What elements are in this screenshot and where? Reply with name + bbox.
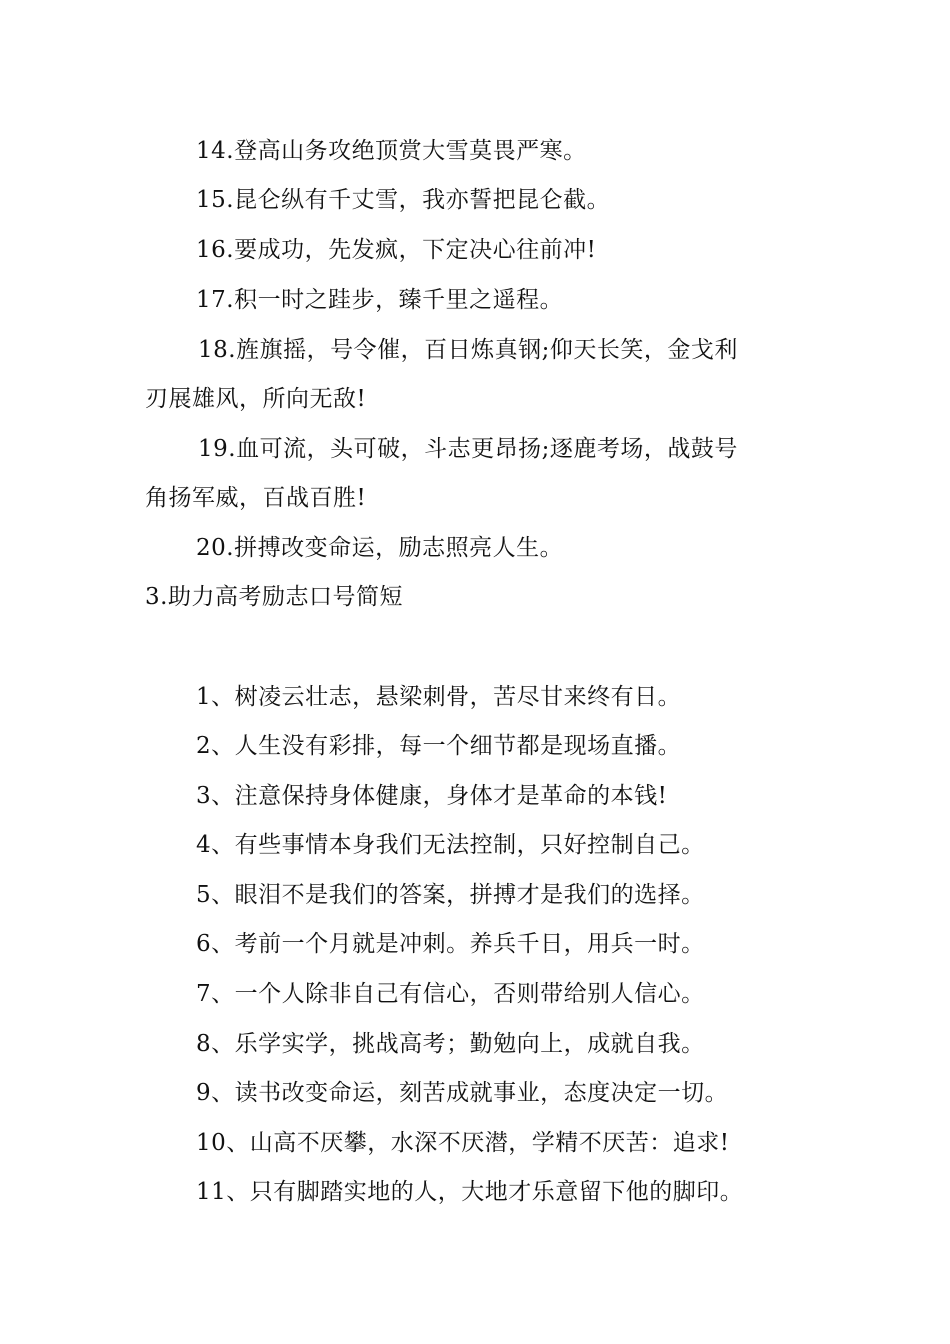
short-slogan-9: 9、读书改变命运，刻苦成就事业，态度决定一切。	[196, 1080, 729, 1106]
section-heading: 3.助力高考励志口号简短	[145, 584, 403, 610]
slogan-item-15: 15.昆仑纵有千丈雪，我亦誓把昆仑截。	[196, 187, 611, 213]
slogan-item-16: 16.要成功，先发疯，下定决心往前冲!	[196, 237, 597, 263]
short-slogan-2: 2、人生没有彩排，每一个细节都是现场直播。	[196, 733, 682, 759]
slogan-item-18-line2: 刃展雄风，所向无敌!	[145, 386, 367, 412]
slogan-item-18-line1: 18.旌旗摇，号令催，百日炼真钢;仰天长笑，金戈利	[198, 337, 738, 363]
slogan-item-19-line2: 角扬军威，百战百胜!	[145, 485, 367, 511]
slogan-item-14: 14.登高山务攻绝顶赏大雪莫畏严寒。	[196, 138, 587, 164]
short-slogan-5: 5、眼泪不是我们的答案，拼搏才是我们的选择。	[196, 882, 705, 908]
short-slogan-11: 11、只有脚踏实地的人，大地才乐意留下他的脚印。	[196, 1179, 744, 1205]
slogan-item-20: 20.拼搏改变命运，励志照亮人生。	[196, 535, 564, 561]
short-slogan-8: 8、乐学实学，挑战高考；勤勉向上，成就自我。	[196, 1031, 705, 1057]
short-slogan-1: 1、树凌云壮志，悬梁刺骨，苦尽甘来终有日。	[196, 684, 682, 710]
short-slogan-4: 4、有些事情本身我们无法控制，只好控制自己。	[196, 832, 705, 858]
short-slogan-10: 10、山高不厌攀，水深不厌潜，学精不厌苦：追求!	[196, 1130, 730, 1156]
short-slogan-6: 6、考前一个月就是冲刺。养兵千日，用兵一时。	[196, 931, 705, 957]
short-slogan-7: 7、一个人除非自己有信心，否则带给别人信心。	[196, 981, 705, 1007]
slogan-item-17: 17.积一时之跬步，臻千里之遥程。	[196, 287, 564, 313]
short-slogan-3: 3、注意保持身体健康，身体才是革命的本钱!	[196, 783, 668, 809]
slogan-item-19-line1: 19.血可流，头可破，斗志更昂扬;逐鹿考场，战鼓号	[198, 436, 738, 462]
